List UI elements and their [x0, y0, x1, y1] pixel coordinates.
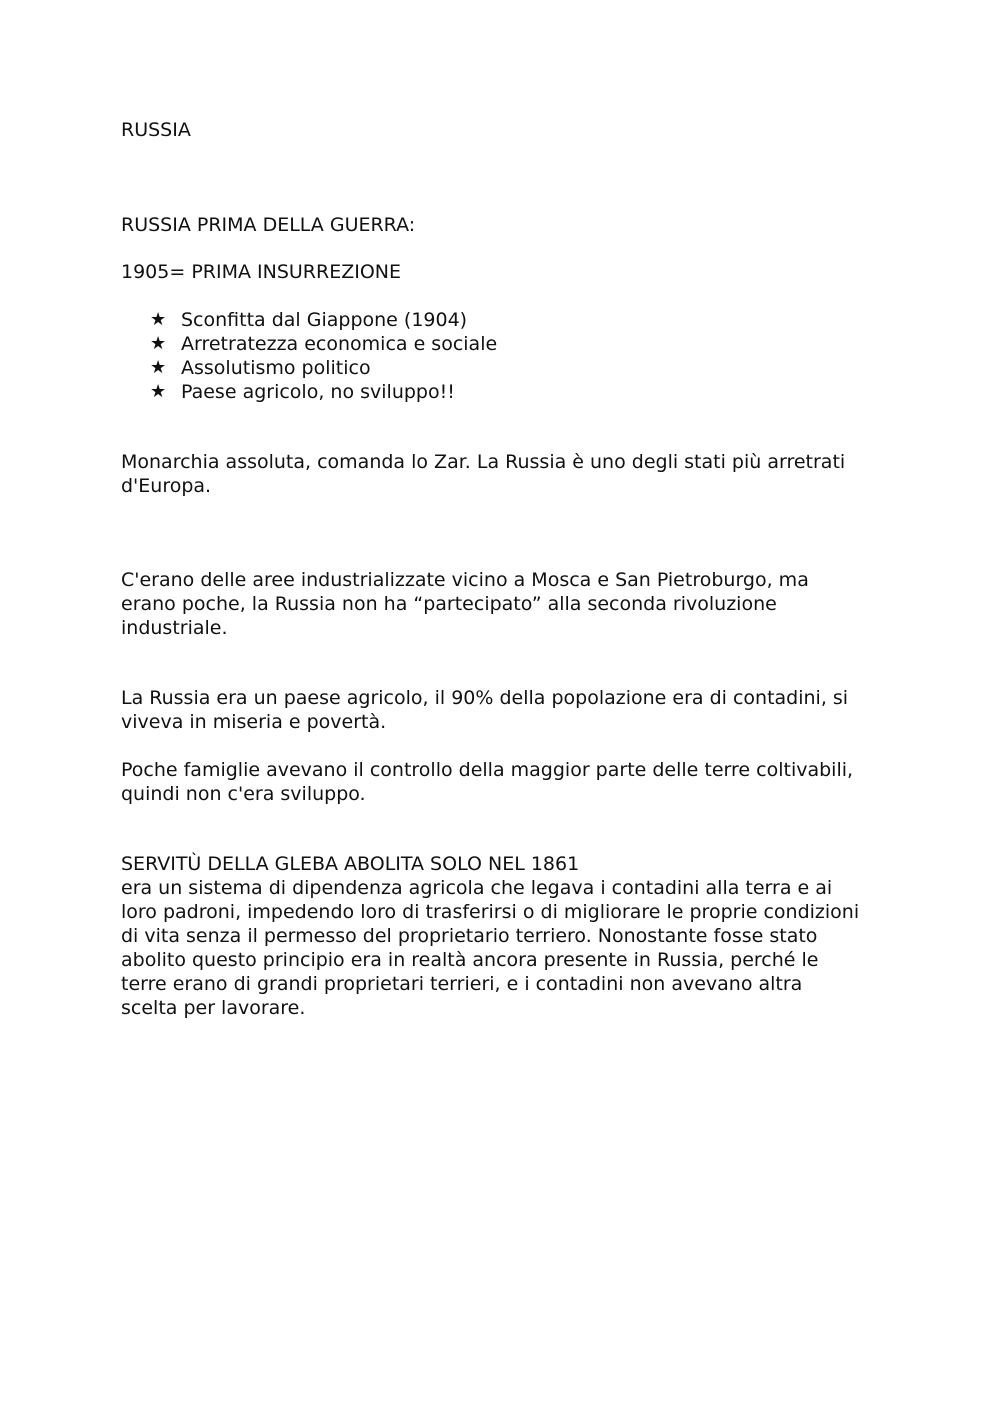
paragraph-line: era un sistema di dipendenza agricola che legava i contadini alla terra e ai [121, 877, 833, 899]
paragraph-line: Poche famiglie avevano il controllo della maggior parte delle terre coltivabili, [121, 759, 854, 781]
star-icon: ★ [150, 381, 167, 402]
paragraph-famiglie [121, 758, 891, 806]
gleba-heading: SERVITÙ DELLA GLEBA ABOLITA SOLO NEL 1861 [121, 853, 580, 875]
bullet-text: Arretratezza economica e sociale [181, 333, 498, 355]
paragraph-industria [121, 568, 891, 640]
list-item [150, 380, 497, 404]
paragraph-line: C'erano delle aree industrializzate vicino a Mosca e San Pietroburgo, ma [121, 569, 809, 591]
paragraph-line: abolito questo principio era in realtà ancora presente in Russia, perché le [121, 949, 819, 971]
paragraph-line: erano poche, la Russia non ha “partecipato” alla seconda rivoluzione [121, 593, 777, 615]
bullet-text: Sconfitta dal Giappone (1904) [181, 309, 468, 331]
list-item [150, 356, 497, 380]
paragraph-line: quindi non c'era sviluppo. [121, 783, 366, 805]
subheading: 1905= PRIMA INSURREZIONE [121, 261, 401, 283]
bullet-text: Assolutismo politico [181, 357, 371, 379]
paragraph-line: Monarchia assoluta, comanda lo Zar. La Russia è uno degli stati più arretrati [121, 451, 846, 473]
paragraph-line: industriale. [121, 617, 228, 639]
paragraph-gleba [121, 876, 891, 1020]
bullet-text: Paese agricolo, no sviluppo!! [181, 381, 455, 403]
paragraph-line: loro padroni, impedendo loro di trasferirsi o di migliorare le proprie condizioni [121, 901, 860, 923]
paragraph-line: d'Europa. [121, 475, 212, 497]
paragraph-line: La Russia era un paese agricolo, il 90% della popolazione era di contadini, si [121, 687, 849, 709]
paragraph-line: terre erano di grandi proprietari terrieri, e i contadini non avevano altra [121, 973, 803, 995]
star-icon: ★ [150, 357, 167, 378]
paragraph-agricolo [121, 686, 891, 734]
page-title: RUSSIA [121, 119, 191, 141]
list-item [150, 332, 497, 356]
paragraph-monarchia [121, 450, 891, 498]
star-icon: ★ [150, 309, 167, 330]
paragraph-line: di vita senza il permesso del proprietario terriero. Nonostante fosse stato [121, 925, 818, 947]
star-icon: ★ [150, 333, 167, 354]
paragraph-line: scelta per lavorare. [121, 997, 306, 1019]
section-heading: RUSSIA PRIMA DELLA GUERRA: [121, 214, 416, 236]
paragraph-line: viveva in miseria e povertà. [121, 711, 387, 733]
bullet-list [150, 308, 497, 404]
list-item [150, 308, 497, 332]
